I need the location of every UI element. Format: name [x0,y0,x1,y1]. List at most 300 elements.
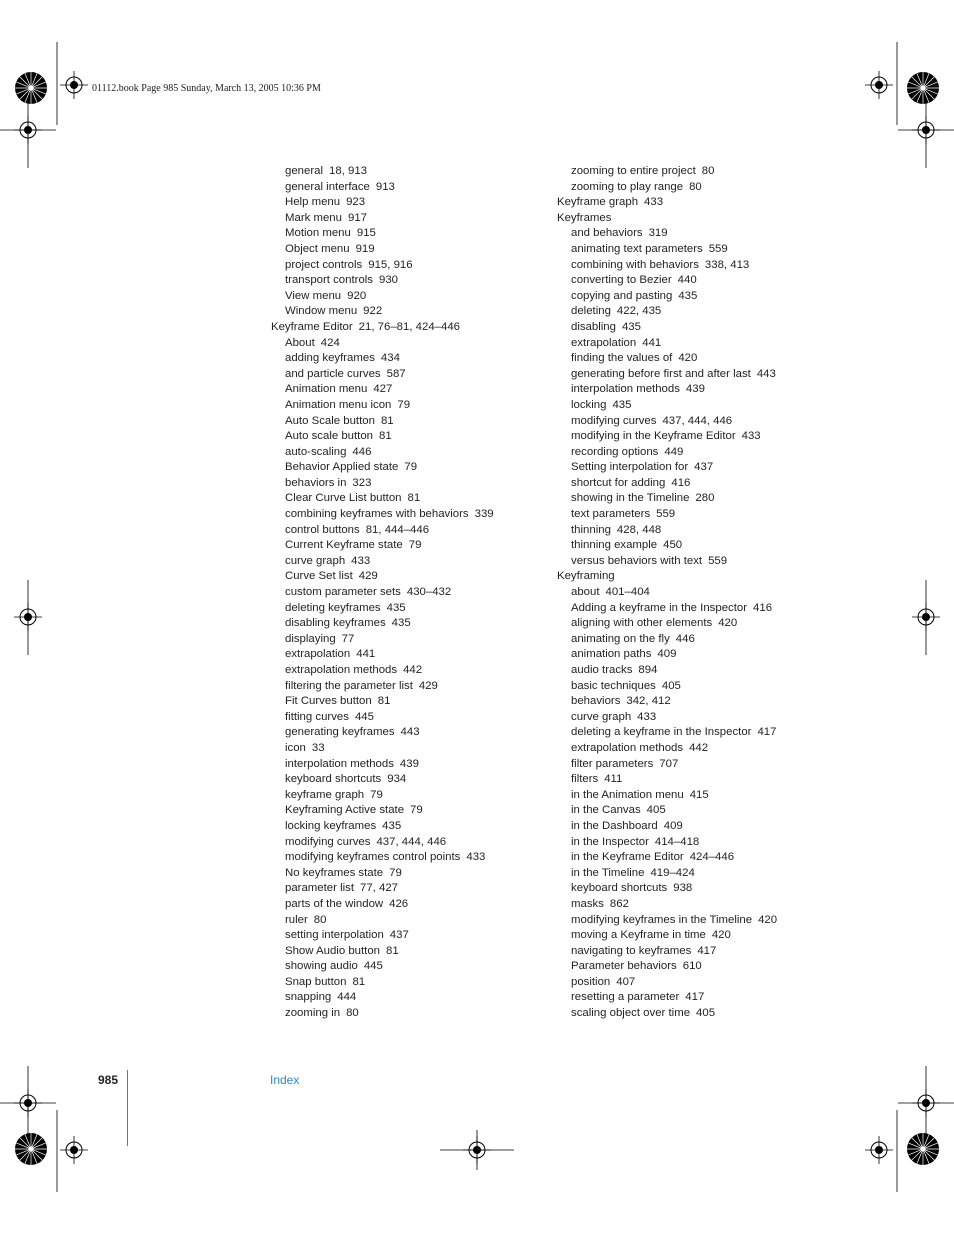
index-term: about [571,586,600,599]
index-subentry [271,897,494,913]
index-pages: 437 [389,929,409,942]
index-term: modifying keyframes control points [285,851,461,864]
index-term: and particle curves [285,367,381,380]
index-term: zooming to entire project [571,165,696,177]
index-subentry [271,507,494,523]
index-term: Curve Set list [285,570,353,583]
index-pages: 319 [648,227,668,240]
index-pages: 79 [410,804,423,817]
index-pages: 420 [718,617,738,630]
index-subentry [271,990,494,1006]
index-subentry [271,866,494,882]
index-subentry [557,928,777,944]
index-subentry [271,258,494,274]
index-subentry [557,523,777,539]
index-subentry [271,803,494,819]
index-subentry [557,819,777,835]
index-term: versus behaviors with text [571,554,703,567]
index-pages: 922 [363,305,383,318]
index-pages: 433 [466,851,486,864]
index-term: recording options [571,445,659,458]
index-term: keyboard shortcuts [285,773,382,786]
index-pages: 339 [474,508,494,521]
index-subentry [271,429,494,445]
index-subentry [271,211,494,227]
index-pages: 417 [697,944,717,957]
index-term: animation paths [571,648,652,661]
index-subentry [271,585,494,601]
index-subentry [557,835,777,851]
index-term: auto-scaling [285,445,347,458]
index-pages: 420 [711,929,731,942]
index-pages: 77 [341,632,355,645]
index-term: custom parameter sets [285,586,401,599]
index-pages: 420 [758,913,778,926]
index-subentry [557,975,777,991]
index-term: copying and pasting [571,289,673,302]
index-subentry [557,1006,777,1022]
index-term: control buttons [285,523,360,536]
index-subentry [271,694,494,710]
index-subentry [557,616,777,632]
index-term: combining with behaviors [571,258,699,271]
index-term: moving a Keyframe in time [571,929,706,942]
index-pages: 435 [386,601,406,614]
index-subentry [557,944,777,960]
index-term: Window menu [285,305,358,318]
index-subentry [557,850,777,866]
index-subentry [557,445,777,461]
index-subentry [271,757,494,773]
index-entry [557,569,777,585]
index-subentry [271,164,494,180]
index-term: filter parameters [571,757,654,770]
index-pages: 79 [370,788,383,801]
index-term: No keyframes state [285,866,384,879]
index-pages: 707 [659,757,679,770]
index-term: Auto scale button [285,430,374,443]
index-term: deleting [571,305,611,318]
index-term: adding keyframes [285,352,375,365]
index-term: finding the values of [571,352,673,365]
index-term: thinning [571,523,611,536]
index-pages: 81 [352,975,366,988]
index-pages: 424–446 [689,851,735,864]
index-subentry [271,538,494,554]
index-term: Keyframe graph [557,196,639,209]
index-term: basic techniques [571,679,656,692]
index-pages: 342, 412 [626,695,671,708]
index-pages: 444 [337,991,357,1004]
index-subentry [271,944,494,960]
index-subentry [271,835,494,851]
index-column-right [557,164,777,1022]
index-pages: 443 [400,726,420,739]
index-subentry [271,554,494,570]
index-pages: 424 [320,336,340,349]
index-term: project controls [285,258,363,271]
index-term: locking [571,398,607,411]
index-pages: 417 [685,991,705,1004]
index-pages: 409 [663,819,683,832]
index-pages: 81, 444–446 [365,523,430,536]
index-subentry [271,975,494,991]
index-pages: 417 [757,726,777,739]
index-term: Keyframe Editor [271,320,353,333]
index-pages: 587 [386,367,406,380]
page-number: 985 [98,1073,119,1087]
index-pages: 439 [399,757,419,770]
index-entry [557,195,777,211]
index-subentry [271,398,494,414]
index-subentry [271,632,494,648]
index-pages: 433 [644,196,664,209]
index-term: disabling [571,320,616,333]
index-subentry [557,414,777,430]
index-pages: 407 [616,975,636,988]
index-subentry [271,710,494,726]
index-pages: 443 [756,367,776,380]
index-term: position [571,975,611,988]
index-pages: 446 [675,632,695,645]
index-subentry [271,382,494,398]
index-pages: 79 [404,461,418,474]
index-subentry [557,320,777,336]
index-term: general interface [285,180,370,193]
index-pages: 409 [657,648,677,661]
index-pages: 450 [663,539,683,552]
index-term: Setting interpolation for [571,461,689,474]
index-subentry [271,725,494,741]
index-pages: 280 [695,492,715,505]
index-subentry [557,460,777,476]
index-subentry [557,491,777,507]
index-pages: 920 [347,289,367,302]
index-subentry [557,741,777,757]
index-pages: 433 [741,430,761,443]
index-pages: 401–404 [605,586,650,599]
index-pages: 449 [664,445,684,458]
index-subentry [557,336,777,352]
index-pages: 405 [661,679,681,692]
index-term: extrapolation methods [571,741,684,754]
index-term: interpolation methods [285,757,394,770]
index-term: Object menu [285,242,350,255]
index-pages: 405 [646,804,666,817]
index-pages: 430–432 [406,586,452,599]
index-term: in the Timeline [571,866,645,879]
index-subentry [271,679,494,695]
index-subentry [271,1006,494,1022]
index-subentry [557,679,777,695]
index-pages: 435 [391,617,411,630]
index-subentry [557,710,777,726]
index-pages: 437, 444, 446 [376,835,447,848]
index-column-left [271,164,494,1022]
index-entry [557,211,777,227]
index-subentry [557,164,777,180]
index-subentry [271,616,494,632]
index-pages: 81 [379,430,392,443]
index-pages: 915, 916 [368,258,413,271]
index-term: Current Keyframe state [285,539,403,552]
index-pages: 559 [708,242,728,255]
index-term: Keyframes [557,211,612,224]
index-term: icon [285,741,306,754]
index-subentry [557,538,777,554]
index-subentry [271,195,494,211]
index-pages: 411 [604,773,623,786]
index-term: fitting curves [285,710,349,723]
index-pages: 21, 76–81, 424–446 [358,320,461,333]
index-term: animating text parameters [571,242,703,255]
index-term: keyboard shortcuts [571,882,668,895]
index-pages: 416 [753,601,773,614]
index-pages: 81 [407,492,421,505]
index-term: zooming to play range [571,180,684,193]
index-subentry [271,647,494,663]
index-pages: 420 [678,352,698,365]
index-subentry [271,819,494,835]
index-pages: 610 [682,960,702,973]
index-term: Mark menu [285,211,342,224]
index-subentry [271,569,494,585]
index-term: converting to Bezier [571,274,672,287]
index-pages: 437 [694,461,714,474]
index-term: audio tracks [571,664,633,676]
index-pages: 429 [358,570,378,583]
index-subentry [271,226,494,242]
index-term: parts of the window [285,897,384,910]
index-pages: 915 [356,227,376,240]
index-term: behaviors [571,695,621,708]
index-term: keyframe graph [285,788,365,801]
index-term: Behavior Applied state [285,461,399,474]
index-pages: 426 [389,897,409,910]
index-term: Adding a keyframe in the Inspector [571,601,748,614]
index-pages: 441 [356,648,376,661]
index-pages: 427 [373,383,393,396]
index-subentry [271,772,494,788]
index-term: navigating to keyframes [571,944,692,957]
index-term: in the Keyframe Editor [571,851,684,864]
index-subentry [557,304,777,320]
index-term: thinning example [571,539,658,552]
index-subentry [557,788,777,804]
index-pages: 435 [612,398,632,411]
index-pages: 894 [638,664,658,676]
index-subentry [271,336,494,352]
index-term: in the Animation menu [571,788,684,801]
index-pages: 437, 444, 446 [662,414,733,427]
index-subentry [271,460,494,476]
index-term: parameter list [285,882,355,895]
index-term: in the Inspector [571,835,649,848]
index-term: showing in the Timeline [571,492,690,505]
index-term: resetting a parameter [571,991,680,1004]
index-subentry [557,429,777,445]
index-pages: 919 [355,242,375,255]
index-subentry [271,304,494,320]
index-term: snapping [285,991,332,1004]
index-subentry [557,507,777,523]
index-subentry [271,741,494,757]
index-term: scaling object over time [571,1007,691,1020]
index-term: shortcut for adding [571,476,666,489]
index-pages: 923 [346,196,366,209]
index-subentry [557,913,777,929]
index-term: setting interpolation [285,929,384,942]
index-subentry [271,242,494,258]
index-term: Motion menu [285,227,351,240]
index-pages: 434 [380,352,400,365]
index-pages: 77, 427 [360,882,399,895]
index-subentry [557,554,777,570]
index-pages: 81 [380,414,394,427]
print-slug: 01112.book Page 985 Sunday, March 13, 2005 10:36 PM [92,83,321,94]
index-pages: 18, 913 [329,165,368,177]
index-pages: 440 [677,274,697,287]
index-subentry [271,523,494,539]
index-subentry [557,959,777,975]
index-term: extrapolation [571,336,637,349]
index-subentry [557,725,777,741]
index-pages: 416 [671,476,691,489]
index-pages: 79 [389,866,402,879]
index-subentry [557,772,777,788]
index-pages: 913 [375,180,395,193]
index-subentry [271,788,494,804]
index-subentry [271,881,494,897]
index-term: extrapolation methods [285,664,398,676]
index-pages: 80 [689,180,702,193]
footer-divider [127,1070,128,1146]
index-subentry [271,367,494,383]
index-term: displaying [285,632,336,645]
index-pages: 445 [363,960,383,973]
index-subentry [557,601,777,617]
index-entry [271,320,494,336]
index-term: text parameters [571,508,651,521]
index-pages: 442 [403,664,423,676]
index-term: generating before first and after last [571,367,751,380]
index-pages: 414–418 [654,835,700,848]
index-pages: 79 [408,539,422,552]
index-term: deleting keyframes [285,601,381,614]
index-pages: 429 [418,679,438,692]
index-term: filtering the parameter list [285,679,413,692]
index-pages: 862 [609,897,629,910]
index-term: curve graph [285,554,346,567]
index-pages: 80 [313,913,327,926]
index-subentry [557,897,777,913]
index-term: deleting a keyframe in the Inspector [571,726,752,739]
index-subentry [271,414,494,430]
index-subentry [557,289,777,305]
index-pages: 81 [377,695,391,708]
index-term: in the Canvas [571,804,641,817]
index-subentry [557,367,777,383]
index-term: Snap button [285,975,347,988]
index-pages: 446 [352,445,372,458]
index-subentry [271,928,494,944]
index-term: About [285,336,315,349]
index-term: showing audio [285,960,358,973]
index-pages: 938 [673,882,693,895]
index-pages: 930 [379,274,399,287]
index-pages: 445 [354,710,374,723]
index-pages: 442 [689,741,709,754]
index-term: Animation menu icon [285,398,392,411]
index-subentry [557,663,777,679]
index-subentry [271,351,494,367]
index-term: Auto Scale button [285,414,375,427]
index-term: aligning with other elements [571,617,713,630]
index-subentry [557,226,777,242]
index-term: disabling keyframes [285,617,386,630]
index-term: filters [571,773,599,786]
index-term: behaviors in [285,476,347,489]
index-pages: 80 [346,1007,359,1020]
index-term: extrapolation [285,648,351,661]
index-term: locking keyframes [285,819,377,832]
index-pages: 433 [637,710,657,723]
index-term: Clear Curve List button [285,492,402,505]
index-pages: 419–424 [650,866,695,879]
index-term: ruler [285,913,308,926]
index-term: Help menu [285,196,341,209]
index-term: Fit Curves button [285,695,372,708]
index-subentry [557,398,777,414]
index-subentry [557,585,777,601]
index-pages: 439 [685,383,705,396]
index-term: generating keyframes [285,726,395,739]
index-pages: 405 [696,1007,716,1020]
index-term: and behaviors [571,227,643,240]
index-pages: 433 [351,554,371,567]
section-label: Index [270,1073,300,1087]
index-pages: 79 [397,398,411,411]
index-pages: 323 [352,476,372,489]
index-pages: 80 [701,165,715,177]
index-subentry [557,757,777,773]
index-subentry [271,913,494,929]
index-subentry [557,990,777,1006]
index-subentry [271,491,494,507]
index-subentry [557,881,777,897]
index-term: modifying curves [571,414,657,427]
index-term: masks [571,897,604,910]
index-subentry [557,632,777,648]
index-subentry [557,647,777,663]
index-pages: 917 [347,211,367,224]
index-term: combining keyframes with behaviors [285,508,469,521]
index-term: interpolation methods [571,383,680,396]
index-subentry [271,850,494,866]
index-term: modifying keyframes in the Timeline [571,913,753,926]
index-pages: 338, 413 [704,258,750,271]
index-subentry [557,694,777,710]
index-pages: 559 [656,508,676,521]
index-subentry [557,351,777,367]
index-term: Keyframing [557,570,615,583]
index-subentry [557,180,777,196]
index-pages: 81 [386,944,399,957]
index-subentry [271,476,494,492]
index-term: in the Dashboard [571,819,658,832]
index-term: transport controls [285,274,373,287]
index-pages: 422, 435 [616,305,662,318]
